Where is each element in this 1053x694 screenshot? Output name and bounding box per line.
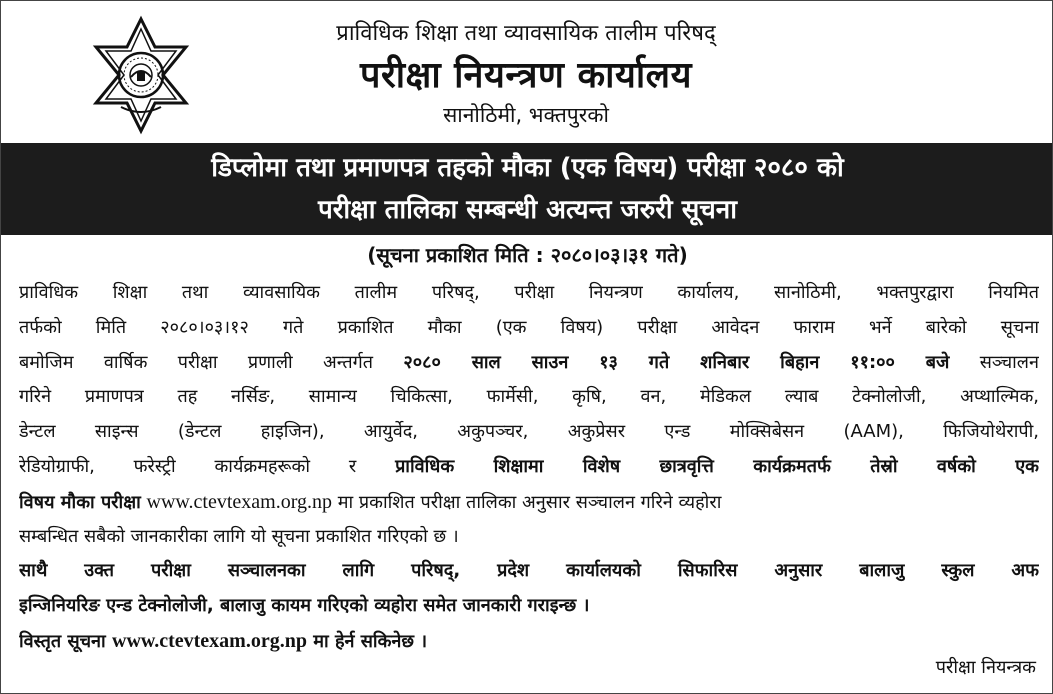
exam-website-link[interactable]: www.ctevtexam.org.np xyxy=(112,629,307,652)
body-line: प्राविधिक शिक्षा तथा व्यावसायिक तालीम परिषद्, परीक्षा नियन्त्रण कार्यालय, सानोठिमी, भक्तपुरद्वारा नियमित xyxy=(19,282,1039,303)
office-location: सानोठिमी, भक्तपुरको xyxy=(443,103,609,127)
notice-title-band xyxy=(1,143,1053,235)
body-text: मा हेर्न सकिनेछ । xyxy=(313,630,428,652)
body-line-bold: साथै उक्त परीक्षा सञ्चालनका लागि परिषद्, प्रदेश कार्यालयको सिफारिस अनुसार बालाजु स्कुल अफ xyxy=(19,560,1039,582)
notice-body xyxy=(19,276,1039,659)
star-emblem-icon xyxy=(91,15,191,135)
body-text: मा प्रकाशित परीक्षा तालिका अनुसार सञ्चालन गरिने व्यहोरा xyxy=(337,491,722,513)
body-text: विस्तृत सूचना xyxy=(19,630,106,652)
body-text: बमोजिम वार्षिक परीक्षा प्रणाली अन्तर्गत xyxy=(19,351,373,373)
body-line: सम्बन्धित सबैको जानकारीका लागि यो सूचना प्रकाशित गरिएको छ । xyxy=(19,525,459,547)
body-line xyxy=(19,346,1039,381)
body-text: रेडियोग्राफी, फरेस्ट्री कार्यक्रमहरूको र xyxy=(19,455,357,477)
body-line: गरिने प्रमाणपत्र तह नर्सिङ, सामान्य चिकित्सा, फार्मेसी, कृषि, वन, मेडिकल ल्याब टेक्नोलोजी, अप्थाल्मिक, xyxy=(19,386,1039,408)
body-text: सञ्चालन xyxy=(979,351,1039,373)
program-highlight: प्राविधिक शिक्षामा विशेष छात्रवृत्ति कार्यक्रमतर्फ तेस्रो वर्षको एक xyxy=(395,455,1039,477)
program-highlight: विषय मौका परीक्षा xyxy=(19,491,141,513)
body-line-bold xyxy=(19,624,1039,659)
office-name: परीक्षा नियन्त्रण कार्यालय xyxy=(360,55,692,96)
notice-title-line-1: डिप्लोमा तथा प्रमाणपत्र तहको मौका (एक विषय) परीक्षा २०८० को xyxy=(211,153,844,183)
exam-date-highlight: २०८० साल साउन १३ गते शनिबार बिहान ११:०० बजे xyxy=(403,351,950,373)
organization-name: प्राविधिक शिक्षा तथा व्यावसायिक तालीम परिषद् xyxy=(336,21,716,46)
body-line-bold: इन्जिनियरिङ एन्ड टेक्नोलोजी, बालाजु कायम गरिएको व्यहोरा समेत जानकारी गराइन्छ । xyxy=(19,595,590,617)
publish-date: (सूचना प्रकाशित मिति : २०८०।०३।३१ गते) xyxy=(367,243,688,267)
signature-exam-controller: परीक्षा नियन्त्रक xyxy=(935,657,1036,678)
notice-title-line-2: परीक्षा तालिका सम्बन्धी अत्यन्त जरुरी सूचना xyxy=(318,195,737,225)
body-line: डेन्टल साइन्स (डेन्टल हाइजिन), आयुर्वेद, अकुपञ्चर, अकुप्रेसर एन्ड मोक्सिबेसन (AAM), फिजियोथेरापी, xyxy=(19,421,1039,443)
body-line xyxy=(19,450,1039,485)
body-line: तर्फको मिति २०८०।०३।१२ गते प्रकाशित मौका (एक विषय) परीक्षा आवेदन फाराम भर्ने बारेको सूचना xyxy=(19,316,1039,338)
exam-website-link[interactable]: www.ctevtexam.org.np xyxy=(146,490,333,513)
body-line xyxy=(19,485,1039,520)
